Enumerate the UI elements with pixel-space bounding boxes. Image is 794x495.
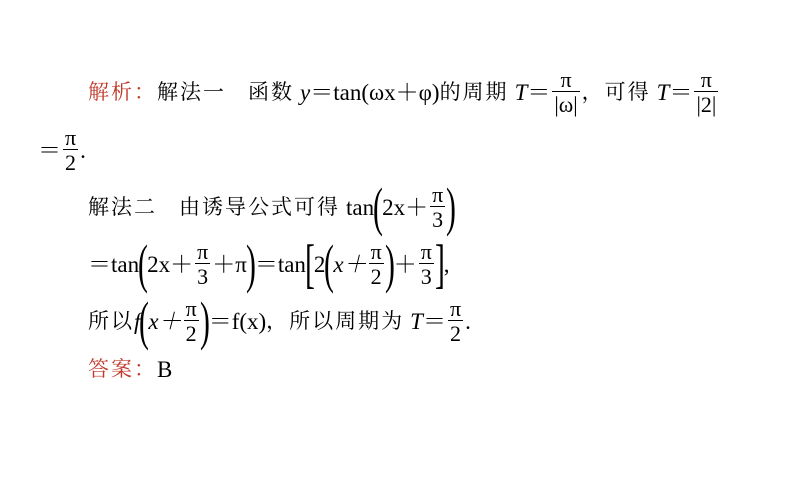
fraction-pi-over-3 [430, 183, 445, 231]
equals-tan: ＝tan [88, 251, 140, 277]
fraction-numerator: π [432, 181, 444, 207]
so-text: 所以 [88, 308, 134, 333]
t-variable: T [514, 79, 528, 105]
left-bracket: [ [304, 234, 315, 294]
method2-title: 解法二 [88, 194, 157, 219]
two-coefficient: 2 [313, 251, 326, 277]
answer-value: B [157, 357, 173, 382]
fraction-pi-over-3 [195, 240, 210, 288]
fraction-numerator: π [65, 125, 77, 150]
fraction-denominator: |ω| [554, 92, 578, 118]
obtain-text: ，可得 [581, 79, 651, 104]
equals-tan: ＝tan [254, 251, 306, 277]
fraction-pi-over-2 [369, 240, 384, 288]
x-plus: x＋ [148, 308, 182, 334]
x-plus: x＋ [333, 251, 367, 277]
fraction-denominator: 2 [65, 150, 77, 176]
trailing-comma: , [443, 251, 450, 277]
answer-label: 答案： [88, 357, 157, 381]
right-paren: ) [245, 234, 256, 294]
period-text: 的周期 [439, 79, 509, 104]
period-mark: . [80, 137, 86, 163]
so-period-text: ，所以周期为 [266, 308, 405, 333]
two-x-plus: 2x＋ [382, 194, 429, 220]
solution-line-5 [88, 291, 471, 351]
f-function: f [134, 308, 141, 334]
solution-line-3 [88, 177, 457, 237]
left-paren: ( [324, 234, 335, 294]
fraction-numerator: π [370, 238, 382, 264]
fraction-numerator: π [700, 67, 712, 92]
fraction-numerator: π [449, 295, 462, 321]
right-paren: ) [199, 291, 210, 351]
fraction-numerator: π [560, 67, 572, 92]
t-variable: T [656, 79, 670, 105]
equals-sign: ＝ [310, 79, 334, 105]
fraction-pi-over-abs2 [694, 68, 718, 116]
tan-function: tan [346, 194, 375, 220]
fraction-pi-over-omega [552, 68, 579, 116]
fraction-denominator: 2 [370, 264, 382, 289]
fraction-denominator: 2 [185, 321, 197, 346]
equals-fx: ＝f(x) [208, 308, 267, 334]
fraction-pi-over-2 [184, 297, 199, 345]
equals-sign: ＝ [422, 308, 446, 334]
fraction-denominator: |2| [696, 92, 717, 118]
answer-line [88, 358, 172, 381]
two-x-plus: 2x＋ [147, 251, 194, 277]
tan-expression: tan(ωx＋φ) [333, 79, 440, 105]
method1-text: 函数 [248, 79, 294, 104]
solution-line-1 [88, 68, 720, 116]
y-variable: y [300, 79, 311, 105]
analysis-label: 解析： [88, 79, 157, 104]
fraction-numerator: π [197, 238, 209, 264]
left-paren: ( [139, 291, 150, 351]
fraction-denominator: 2 [450, 321, 462, 346]
right-paren: ) [446, 177, 457, 237]
fraction-pi-over-2 [63, 126, 78, 174]
right-bracket: ] [434, 234, 445, 294]
period-mark: . [465, 308, 471, 334]
fraction-pi-over-3 [419, 240, 434, 288]
t-variable: T [410, 308, 423, 334]
fraction-denominator: 3 [420, 264, 432, 289]
plus-pi: ＋π [212, 251, 247, 277]
fraction-numerator: π [420, 238, 432, 264]
equals-sign: ＝ [38, 137, 61, 163]
fraction-denominator: 3 [197, 264, 209, 289]
plus-sign: ＋ [393, 251, 417, 277]
solution-line-4 [88, 234, 450, 294]
right-paren: ) [384, 234, 395, 294]
equals-sign: ＝ [527, 79, 551, 105]
fraction-denominator: 3 [432, 207, 444, 232]
equals-sign: ＝ [669, 79, 693, 105]
left-paren: ( [138, 234, 149, 294]
solution-line-2 [38, 126, 86, 174]
method1-title: 解法一 [157, 79, 226, 104]
method2-text: 由诱导公式可得 [179, 194, 340, 219]
fraction-numerator: π [185, 295, 197, 321]
left-paren: ( [373, 177, 384, 237]
fraction-pi-over-2 [448, 297, 463, 345]
